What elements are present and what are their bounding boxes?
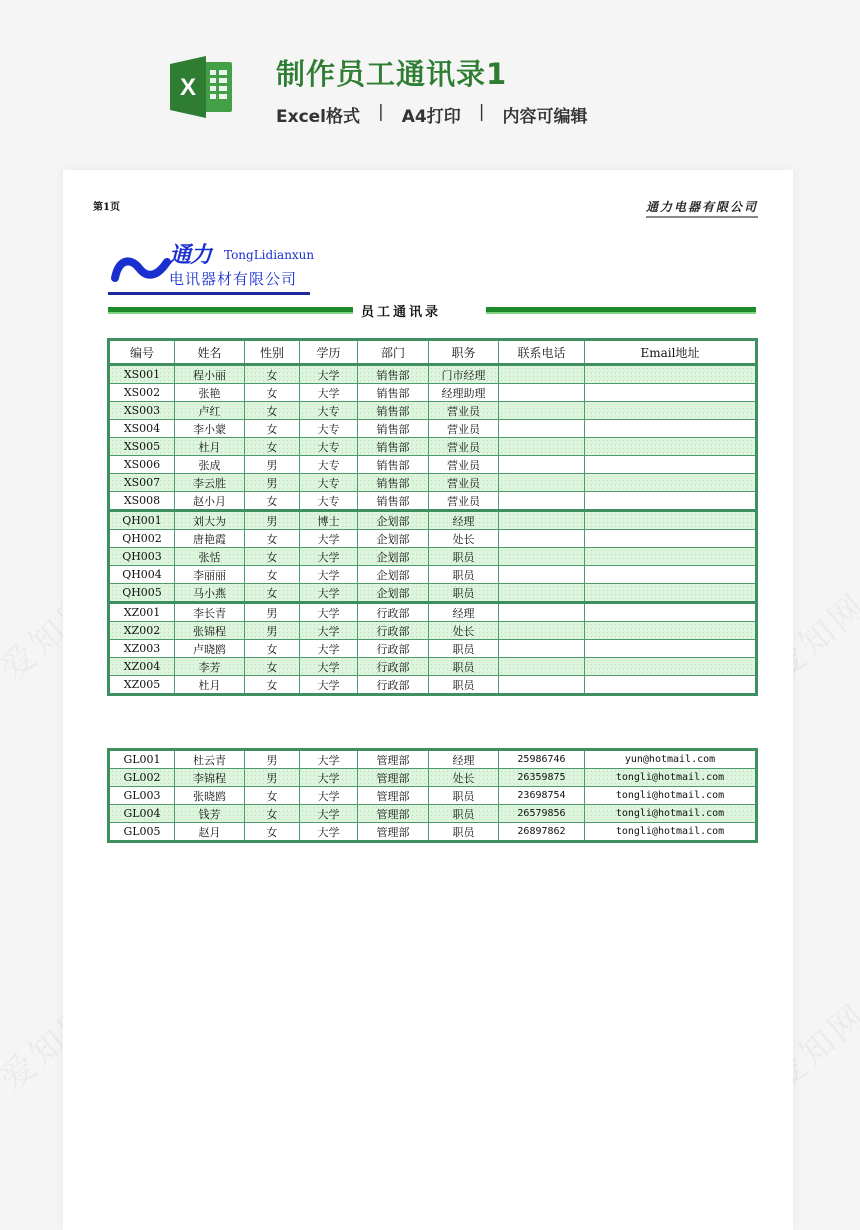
- sheet-title: 员工通讯录: [361, 305, 442, 320]
- tag-separator: |: [378, 102, 384, 122]
- cell-name[interactable]: 李锦程: [175, 769, 245, 787]
- cell-department[interactable]: 管理部: [358, 787, 429, 805]
- cell-id[interactable]: GL003: [109, 787, 175, 805]
- cell-email[interactable]: tongli@hotmail.com: [585, 787, 757, 805]
- table-row: [109, 474, 757, 492]
- cell-email[interactable]: yun@hotmail.com: [585, 750, 757, 769]
- cell-education[interactable]: 大学: [300, 566, 358, 584]
- excel-icon: [170, 56, 234, 118]
- table-row: [109, 823, 757, 842]
- cell-gender[interactable]: 女: [245, 384, 300, 402]
- document-tags: [276, 102, 587, 127]
- tag-separator: |: [478, 102, 485, 122]
- cell-position[interactable]: 职员: [429, 566, 499, 584]
- cell-phone[interactable]: [499, 402, 585, 420]
- cell-email[interactable]: [585, 384, 757, 402]
- cell-education[interactable]: 大学: [300, 603, 358, 622]
- cell-department[interactable]: 管理部: [358, 769, 429, 787]
- table-row: [109, 787, 757, 805]
- cell-email[interactable]: [585, 492, 757, 511]
- cell-education[interactable]: 大学: [300, 530, 358, 548]
- table-row: [109, 511, 757, 530]
- cell-education[interactable]: 大学: [300, 548, 358, 566]
- cell-position[interactable]: 营业员: [429, 492, 499, 511]
- cell-phone[interactable]: [499, 566, 585, 584]
- cell-name[interactable]: 杜月: [175, 676, 245, 695]
- table-row: [109, 622, 757, 640]
- cell-education[interactable]: 大学: [300, 750, 358, 769]
- cell-email[interactable]: [585, 511, 757, 530]
- cell-email[interactable]: tongli@hotmail.com: [585, 805, 757, 823]
- cell-position[interactable]: 经理: [429, 750, 499, 769]
- cell-gender[interactable]: 女: [245, 566, 300, 584]
- table-row: [109, 438, 757, 456]
- cell-department[interactable]: 行政部: [358, 603, 429, 622]
- col-header-position: 职务: [429, 340, 499, 365]
- cell-gender[interactable]: 女: [245, 365, 300, 384]
- cell-phone[interactable]: [499, 622, 585, 640]
- cell-education[interactable]: 大专: [300, 402, 358, 420]
- cell-position[interactable]: 职员: [429, 584, 499, 603]
- cell-gender[interactable]: 女: [245, 640, 300, 658]
- cell-phone[interactable]: 26359875: [499, 769, 585, 787]
- table-row: [109, 548, 757, 566]
- cell-education[interactable]: 大学: [300, 365, 358, 384]
- tag-editable: 内容可编辑: [502, 107, 588, 127]
- col-header-gender: 性别: [245, 340, 300, 365]
- cell-name[interactable]: 张成: [175, 456, 245, 474]
- cell-department[interactable]: 销售部: [358, 402, 429, 420]
- cell-id[interactable]: XS002: [109, 384, 175, 402]
- cell-gender[interactable]: 女: [245, 787, 300, 805]
- cell-id[interactable]: GL004: [109, 805, 175, 823]
- cell-education[interactable]: 大专: [300, 474, 358, 492]
- cell-phone[interactable]: [499, 438, 585, 456]
- cell-department[interactable]: 管理部: [358, 805, 429, 823]
- cell-position[interactable]: 职员: [429, 823, 499, 842]
- cell-gender[interactable]: 男: [245, 603, 300, 622]
- cell-phone[interactable]: 25986746: [499, 750, 585, 769]
- cell-email[interactable]: [585, 548, 757, 566]
- logo-underline: [108, 292, 310, 295]
- cell-email[interactable]: [585, 402, 757, 420]
- cell-name[interactable]: 张艳: [175, 384, 245, 402]
- cell-id[interactable]: GL002: [109, 769, 175, 787]
- preview-header: [0, 0, 860, 170]
- cell-email[interactable]: tongli@hotmail.com: [585, 769, 757, 787]
- cell-name[interactable]: 卢晓鸥: [175, 640, 245, 658]
- cell-position[interactable]: 经理: [429, 603, 499, 622]
- table-row: [109, 640, 757, 658]
- cell-name[interactable]: 张恬: [175, 548, 245, 566]
- cell-email[interactable]: [585, 622, 757, 640]
- employee-table: [107, 338, 758, 696]
- cell-phone[interactable]: [499, 640, 585, 658]
- cell-gender[interactable]: 女: [245, 584, 300, 603]
- cell-position[interactable]: 营业员: [429, 474, 499, 492]
- cell-education[interactable]: 大学: [300, 787, 358, 805]
- document-page: [63, 170, 793, 1230]
- cell-department[interactable]: 销售部: [358, 492, 429, 511]
- cell-name[interactable]: 李芳: [175, 658, 245, 676]
- table-header-row: [109, 340, 757, 365]
- cell-gender[interactable]: 男: [245, 769, 300, 787]
- cell-gender[interactable]: 男: [245, 456, 300, 474]
- cell-phone[interactable]: [499, 492, 585, 511]
- cell-gender[interactable]: 女: [245, 438, 300, 456]
- cell-phone[interactable]: [499, 456, 585, 474]
- cell-phone[interactable]: [499, 548, 585, 566]
- cell-position[interactable]: 经理: [429, 511, 499, 530]
- cell-email[interactable]: [585, 603, 757, 622]
- cell-gender[interactable]: 男: [245, 511, 300, 530]
- cell-gender[interactable]: 女: [245, 548, 300, 566]
- sheet-title-bar: [108, 302, 756, 318]
- cell-id[interactable]: XS006: [109, 456, 175, 474]
- table-row: [109, 402, 757, 420]
- col-header-id: 编号: [109, 340, 175, 365]
- cell-id[interactable]: XS001: [109, 365, 175, 384]
- cell-education[interactable]: 大学: [300, 676, 358, 695]
- table-row: [109, 603, 757, 622]
- cell-name[interactable]: 唐艳霞: [175, 530, 245, 548]
- cell-position[interactable]: 处长: [429, 769, 499, 787]
- svg-text:X: X: [179, 74, 197, 101]
- cell-id[interactable]: XS007: [109, 474, 175, 492]
- cell-education[interactable]: 大学: [300, 823, 358, 842]
- cell-name[interactable]: 刘大为: [175, 511, 245, 530]
- cell-email[interactable]: [585, 438, 757, 456]
- logo-subtitle: 电讯器材有限公司: [169, 270, 298, 288]
- cell-id[interactable]: XZ003: [109, 640, 175, 658]
- cell-education[interactable]: 大学: [300, 805, 358, 823]
- tag-print: A4打印: [401, 107, 461, 127]
- cell-id[interactable]: XZ001: [109, 603, 175, 622]
- table-row: [109, 750, 757, 769]
- cell-id[interactable]: XZ002: [109, 622, 175, 640]
- cell-id[interactable]: GL001: [109, 750, 175, 769]
- cell-phone[interactable]: [499, 658, 585, 676]
- cell-id[interactable]: XS008: [109, 492, 175, 511]
- cell-email[interactable]: [585, 474, 757, 492]
- cell-id[interactable]: GL005: [109, 823, 175, 842]
- company-logo: [111, 240, 315, 296]
- cell-department[interactable]: 企划部: [358, 530, 429, 548]
- cell-phone[interactable]: [499, 530, 585, 548]
- cell-id[interactable]: XS003: [109, 402, 175, 420]
- table-row: [109, 492, 757, 511]
- cell-gender[interactable]: 女: [245, 658, 300, 676]
- cell-gender[interactable]: 女: [245, 530, 300, 548]
- cell-name[interactable]: 马小燕: [175, 584, 245, 603]
- table-row: [109, 420, 757, 438]
- cell-name[interactable]: 钱芳: [175, 805, 245, 823]
- cell-department[interactable]: 销售部: [358, 420, 429, 438]
- cell-education[interactable]: 博士: [300, 511, 358, 530]
- cell-department[interactable]: 行政部: [358, 640, 429, 658]
- cell-phone[interactable]: [499, 474, 585, 492]
- cell-phone[interactable]: [499, 676, 585, 695]
- cell-id[interactable]: QH002: [109, 530, 175, 548]
- cell-position[interactable]: 营业员: [429, 402, 499, 420]
- cell-id[interactable]: XS004: [109, 420, 175, 438]
- cell-department[interactable]: 销售部: [358, 474, 429, 492]
- cell-phone[interactable]: [499, 511, 585, 530]
- cell-department[interactable]: 销售部: [358, 384, 429, 402]
- col-header-phone: 联系电话: [499, 340, 585, 365]
- cell-education[interactable]: 大学: [300, 622, 358, 640]
- cell-name[interactable]: 杜月: [175, 438, 245, 456]
- cell-id[interactable]: QH005: [109, 584, 175, 603]
- table-row: [109, 769, 757, 787]
- cell-id[interactable]: XZ005: [109, 676, 175, 695]
- title-rule-right: [486, 307, 756, 314]
- logo-swoosh-icon: [111, 254, 173, 284]
- cell-gender[interactable]: 女: [245, 823, 300, 842]
- cell-name[interactable]: 赵小月: [175, 492, 245, 511]
- table-row: [109, 456, 757, 474]
- cell-gender[interactable]: 男: [245, 622, 300, 640]
- cell-department[interactable]: 企划部: [358, 584, 429, 603]
- cell-position[interactable]: 职员: [429, 658, 499, 676]
- cell-department[interactable]: 企划部: [358, 566, 429, 584]
- cell-department[interactable]: 销售部: [358, 438, 429, 456]
- cell-phone[interactable]: 23698754: [499, 787, 585, 805]
- cell-email[interactable]: [585, 676, 757, 695]
- table-row: [109, 584, 757, 603]
- cell-department[interactable]: 销售部: [358, 365, 429, 384]
- cell-phone[interactable]: [499, 420, 585, 438]
- management-table: [107, 748, 758, 843]
- cell-name[interactable]: 杜云青: [175, 750, 245, 769]
- cell-department[interactable]: 销售部: [358, 456, 429, 474]
- table-row: [109, 658, 757, 676]
- col-header-email: Email地址: [585, 340, 757, 365]
- table-row: [109, 384, 757, 402]
- table-row: [109, 365, 757, 384]
- logo-en: TongLidianxun: [224, 248, 315, 262]
- table-row: [109, 530, 757, 548]
- cell-position[interactable]: 职员: [429, 676, 499, 695]
- cell-name[interactable]: 李长青: [175, 603, 245, 622]
- cell-position[interactable]: 营业员: [429, 438, 499, 456]
- cell-name[interactable]: 卢红: [175, 402, 245, 420]
- cell-gender[interactable]: 男: [245, 474, 300, 492]
- cell-phone[interactable]: [499, 384, 585, 402]
- cell-position[interactable]: 处长: [429, 530, 499, 548]
- cell-department[interactable]: 企划部: [358, 548, 429, 566]
- company-header: 通力电器有限公司: [646, 198, 758, 218]
- cell-id[interactable]: QH004: [109, 566, 175, 584]
- cell-name[interactable]: 程小丽: [175, 365, 245, 384]
- cell-name[interactable]: 李小蒙: [175, 420, 245, 438]
- cell-gender[interactable]: 女: [245, 420, 300, 438]
- cell-phone[interactable]: 26897862: [499, 823, 585, 842]
- cell-education[interactable]: 大学: [300, 384, 358, 402]
- cell-name[interactable]: 张晓鸥: [175, 787, 245, 805]
- cell-education[interactable]: 大专: [300, 420, 358, 438]
- cell-position[interactable]: 营业员: [429, 456, 499, 474]
- cell-email[interactable]: [585, 640, 757, 658]
- title-rule-left: [108, 307, 353, 314]
- cell-education[interactable]: 大专: [300, 492, 358, 511]
- cell-gender[interactable]: 女: [245, 402, 300, 420]
- cell-department[interactable]: 行政部: [358, 676, 429, 695]
- cell-position[interactable]: 营业员: [429, 420, 499, 438]
- cell-email[interactable]: [585, 365, 757, 384]
- cell-gender[interactable]: 女: [245, 676, 300, 695]
- cell-position[interactable]: 职员: [429, 640, 499, 658]
- cell-education[interactable]: 大专: [300, 456, 358, 474]
- tag-format: Excel格式: [276, 107, 361, 127]
- cell-phone[interactable]: [499, 584, 585, 603]
- cell-position[interactable]: 经理助理: [429, 384, 499, 402]
- cell-id[interactable]: XZ004: [109, 658, 175, 676]
- cell-department[interactable]: 行政部: [358, 658, 429, 676]
- cell-department[interactable]: 管理部: [358, 750, 429, 769]
- col-header-name: 姓名: [175, 340, 245, 365]
- cell-gender[interactable]: 女: [245, 805, 300, 823]
- cell-position[interactable]: 职员: [429, 548, 499, 566]
- cell-gender[interactable]: 女: [245, 492, 300, 511]
- cell-position[interactable]: 门市经理: [429, 365, 499, 384]
- table-row: [109, 676, 757, 695]
- cell-email[interactable]: [585, 658, 757, 676]
- cell-education[interactable]: 大学: [300, 658, 358, 676]
- table-row: [109, 566, 757, 584]
- cell-email[interactable]: [585, 584, 757, 603]
- cell-education[interactable]: 大专: [300, 438, 358, 456]
- page-number: 第1页: [93, 202, 120, 213]
- cell-name[interactable]: 张锦程: [175, 622, 245, 640]
- cell-email[interactable]: tongli@hotmail.com: [585, 823, 757, 842]
- cell-phone[interactable]: [499, 365, 585, 384]
- cell-department[interactable]: 管理部: [358, 823, 429, 842]
- col-header-department: 部门: [358, 340, 429, 365]
- cell-email[interactable]: [585, 456, 757, 474]
- cell-education[interactable]: 大学: [300, 769, 358, 787]
- cell-position[interactable]: 职员: [429, 805, 499, 823]
- cell-education[interactable]: 大学: [300, 584, 358, 603]
- cell-gender[interactable]: 男: [245, 750, 300, 769]
- cell-department[interactable]: 行政部: [358, 622, 429, 640]
- cell-phone[interactable]: [499, 603, 585, 622]
- cell-education[interactable]: 大学: [300, 640, 358, 658]
- cell-department[interactable]: 企划部: [358, 511, 429, 530]
- cell-email[interactable]: [585, 530, 757, 548]
- col-header-education: 学历: [300, 340, 358, 365]
- cell-id[interactable]: XS005: [109, 438, 175, 456]
- cell-id[interactable]: QH003: [109, 548, 175, 566]
- cell-position[interactable]: 职员: [429, 787, 499, 805]
- cell-phone[interactable]: 26579856: [499, 805, 585, 823]
- cell-name[interactable]: 李云胜: [175, 474, 245, 492]
- cell-name[interactable]: 李丽丽: [175, 566, 245, 584]
- cell-email[interactable]: [585, 566, 757, 584]
- cell-id[interactable]: QH001: [109, 511, 175, 530]
- cell-email[interactable]: [585, 420, 757, 438]
- table-row: [109, 805, 757, 823]
- cell-position[interactable]: 处长: [429, 622, 499, 640]
- cell-name[interactable]: 赵月: [175, 823, 245, 842]
- document-title: 制作员工通讯录1: [276, 57, 508, 91]
- logo-cn: 通力: [169, 243, 212, 268]
